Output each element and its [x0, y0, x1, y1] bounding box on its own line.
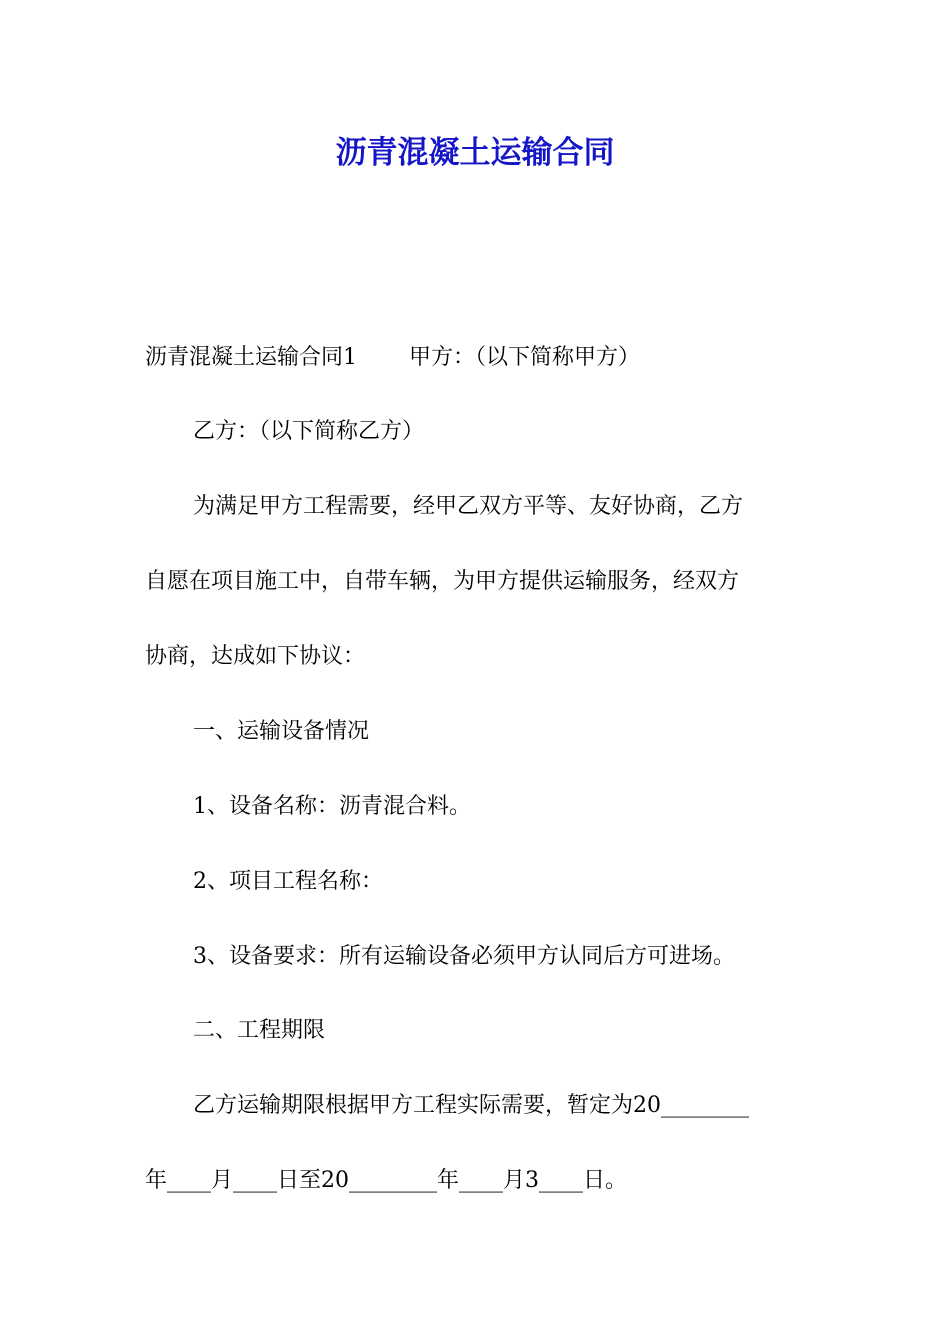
paragraph-line: 乙方运输期限根据甲方工程实际需要，暂定为20________: [193, 1093, 749, 1118]
paragraph-line: 协商，达成如下协议：: [145, 644, 366, 669]
paragraph-line: 为满足甲方工程需要，经甲乙双方平等、友好协商，乙方: [193, 494, 744, 519]
section-heading: 一、运输设备情况: [193, 719, 370, 744]
document-title: 沥青混凝土运输合同: [335, 135, 615, 171]
party-a-line: 甲方：（以下简称甲方）: [409, 345, 641, 370]
paragraph-line: 年____月____日至20________年____月3____日。: [145, 1168, 627, 1193]
party-b-line: 乙方：（以下简称乙方）: [193, 419, 425, 444]
contract-number: 沥青混凝土运输合同1: [145, 345, 357, 370]
paragraph-line: 自愿在项目施工中，自带车辆，为甲方提供运输服务，经双方: [145, 569, 740, 594]
clause-item: 1、设备名称：沥青混合料。: [193, 794, 471, 819]
clause-item: 3、设备要求：所有运输设备必须甲方认同后方可进场。: [193, 944, 735, 969]
clause-item: 2、项目工程名称：: [193, 869, 383, 894]
contract-intro-line: [145, 340, 640, 376]
section-heading: 二、工程期限: [193, 1018, 326, 1043]
